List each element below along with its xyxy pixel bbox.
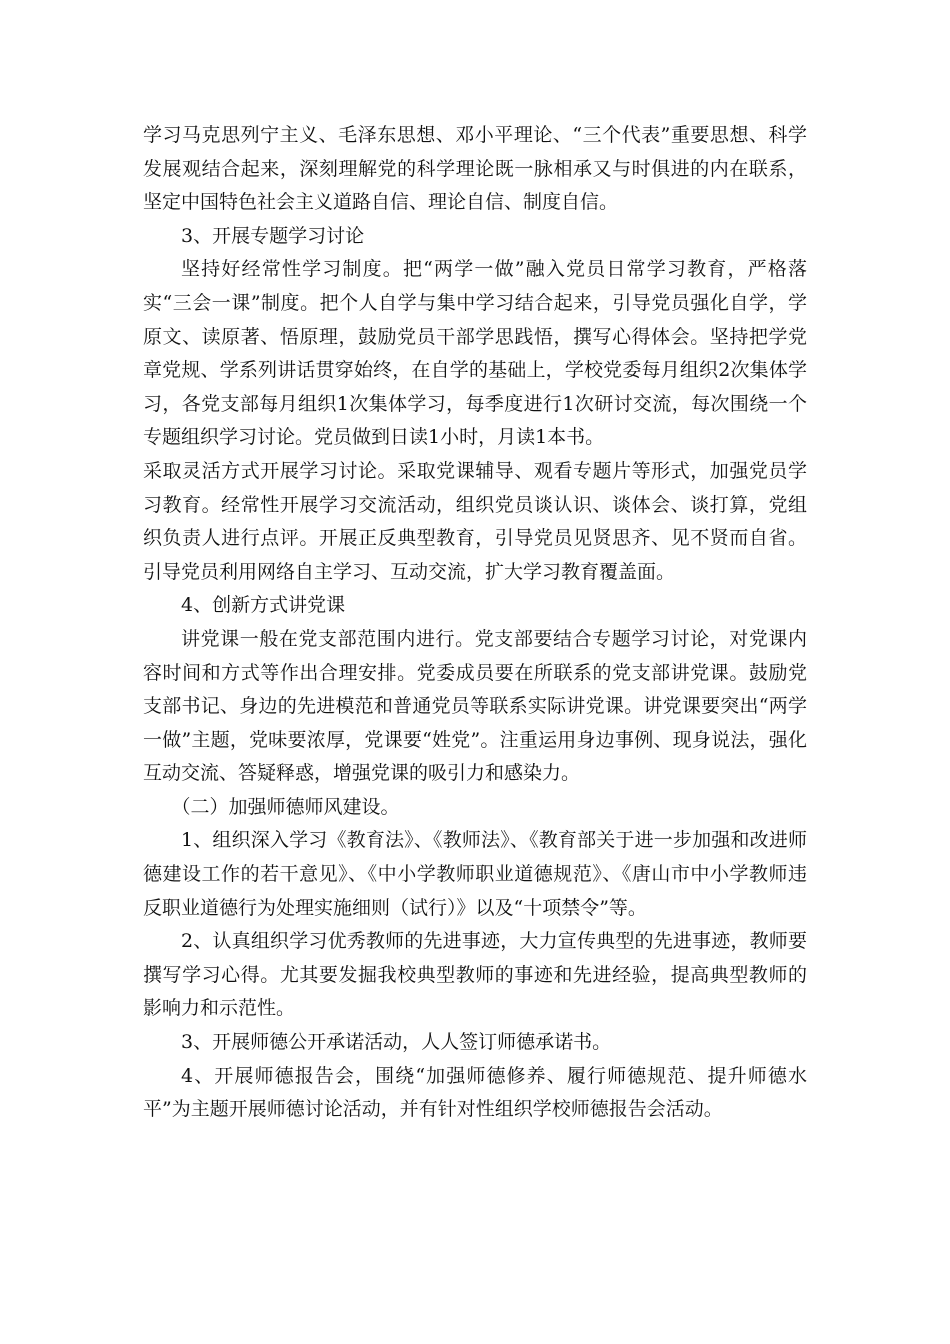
section-heading-teacher-ethics: （二）加强师德师风建设。 — [171, 795, 400, 818]
paragraph-regular-study-system: 坚持好经常性学习制度。把“两学一做”融入党员日常学习教育，严格落实“三会一课”制度。把个人自学与集中学习结合起来，引导党员强化自学，学原文、读原著、悟原理，鼓励党员干部学思践悟，撰写心得体会。坚持把学党章党规、学系列讲话贯穿始终，在自学的基础上，学校党委每月组织2次集体学习，各党支部每月组织1次集体学习，每季度进行1次研讨交流，每次围绕一个专题组织学习讨论。党员做到日读1小时，月读1本书。 — [143, 258, 807, 449]
paragraph-model-teachers: 2、认真组织学习优秀教师的先进事迹，大力宣传典型的先进事迹，教师要撰写学习心得。尤其要发掘我校典型教师的事迹和先进经验，提高典型教师的影响力和示范性。 — [143, 930, 807, 1020]
subheading-topic-discussion: 3、开展专题学习讨论 — [181, 224, 365, 247]
paragraph-theory-study: 学习马克思列宁主义、毛泽东思想、邓小平理论、“三个代表”重要思想、科学发展观结合起来，深刻理解党的科学理论既一脉相承又与时俱进的内在联系，坚定中国特色社会主义道路自信、理论自信、制度自信。 — [143, 124, 807, 214]
paragraph-ethics-laws: 1、组织深入学习《教育法》、《教师法》、《教育部关于进一步加强和改进师德建设工作的若干意见》、《中小学教师职业道德规范》、《唐山市中小学教师违反职业道德行为处理实施细则（试行）》以及“十项禁令”等。 — [143, 829, 807, 919]
paragraph-ethics-report: 4、开展师德报告会，围绕“加强师德修养、履行师德规范、提升师德水平”为主题开展师德讨论活动，并有针对性组织学校师德报告会活动。 — [143, 1064, 807, 1121]
paragraph-ethics-pledge: 3、开展师德公开承诺活动，人人签订师德承诺书。 — [181, 1031, 612, 1054]
paragraph-flexible-study: 采取灵活方式开展学习讨论。采取党课辅导、观看专题片等形式，加强党员学习教育。经常性开展学习交流活动，组织党员谈认识、谈体会、谈打算，党组织负责人进行点评。开展正反典型教育，引导党员见贤思齐、见不贤而自省。引导党员利用网络自主学习、互动交流，扩大学习教育覆盖面。 — [143, 459, 807, 583]
document-body — [143, 119, 807, 1127]
subheading-party-lecture: 4、创新方式讲党课 — [181, 594, 346, 617]
paragraph-party-lecture: 讲党课一般在党支部范围内进行。党支部要结合专题学习讨论，对党课内容时间和方式等作出合理安排。党委成员要在所联系的党支部讲党课。鼓励党支部书记、身边的先进模范和普通党员等联系实际讲党课。讲党课要突出“两学一做”主题，党味要浓厚，党课要“姓党”。注重运用身边事例、现身说法，强化互动交流、答疑释惑，增强党课的吸引力和感染力。 — [143, 627, 807, 785]
